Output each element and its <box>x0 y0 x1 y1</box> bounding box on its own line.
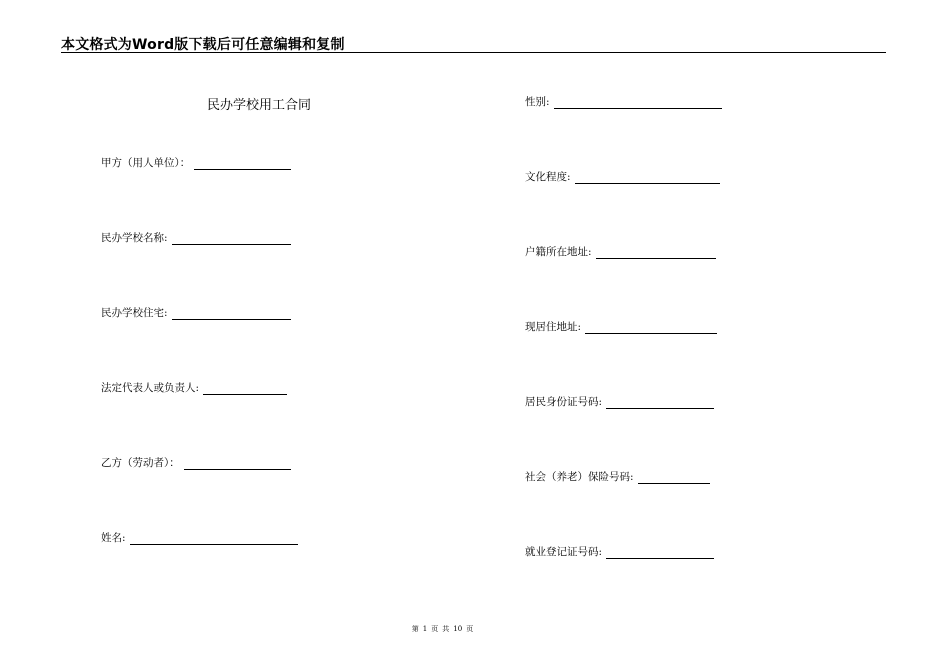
field-name <box>101 530 298 545</box>
field-label: 文化程度: <box>525 171 571 183</box>
field-label: 性别: <box>525 96 550 108</box>
footer-prefix: 第 <box>411 625 419 633</box>
current-page-number: 1 <box>422 625 428 633</box>
fill-in-blank <box>596 247 716 259</box>
fill-in-blank <box>575 172 720 184</box>
field-household-address <box>525 244 716 259</box>
field-label: 法定代表人或负责人: <box>101 382 200 394</box>
fill-in-blank <box>172 308 291 320</box>
fill-in-blank <box>184 458 291 470</box>
fill-in-blank <box>585 322 717 334</box>
contract-title: 民办学校用工合同 <box>207 98 312 113</box>
fill-in-blank <box>130 533 298 545</box>
total-page-count: 10 <box>453 625 463 633</box>
fill-in-blank <box>172 233 291 245</box>
fill-in-blank <box>194 158 291 170</box>
fill-in-blank <box>606 397 714 409</box>
field-education <box>525 169 720 184</box>
footer-suffix: 页 <box>466 625 474 633</box>
field-gender <box>525 94 722 109</box>
field-label: 居民身份证号码: <box>525 396 603 408</box>
footer-page-word: 页 <box>431 625 439 633</box>
field-label: 户籍所在地址: <box>525 246 592 258</box>
field-current-address <box>525 319 717 334</box>
field-legal-representative <box>101 380 287 395</box>
field-label: 就业登记证号码: <box>525 546 603 558</box>
field-label: 现居住地址: <box>525 321 582 333</box>
field-label: 民办学校住宅: <box>101 307 168 319</box>
field-id-number <box>525 394 714 409</box>
footer-total-word: 共 <box>442 625 450 633</box>
fill-in-blank <box>606 547 714 559</box>
field-label: 乙方（劳动者）： <box>101 457 180 469</box>
fill-in-blank <box>638 472 710 484</box>
field-social-insurance-number <box>525 469 710 484</box>
document-header: 本文格式为Word版下载后可任意编辑和复制 <box>61 37 345 53</box>
field-label: 姓名: <box>101 532 126 544</box>
fill-in-blank <box>203 383 287 395</box>
page-footer <box>0 624 885 634</box>
field-party-b <box>101 455 291 470</box>
field-school-address <box>101 305 291 320</box>
field-label: 社会（养老）保险号码: <box>525 471 634 483</box>
header-divider <box>61 52 886 53</box>
field-label: 民办学校名称: <box>101 232 168 244</box>
field-school-name <box>101 230 291 245</box>
field-label: 甲方（用人单位）： <box>101 157 191 169</box>
field-party-a <box>101 155 291 170</box>
fill-in-blank <box>554 97 722 109</box>
field-employment-registration-number <box>525 544 714 559</box>
